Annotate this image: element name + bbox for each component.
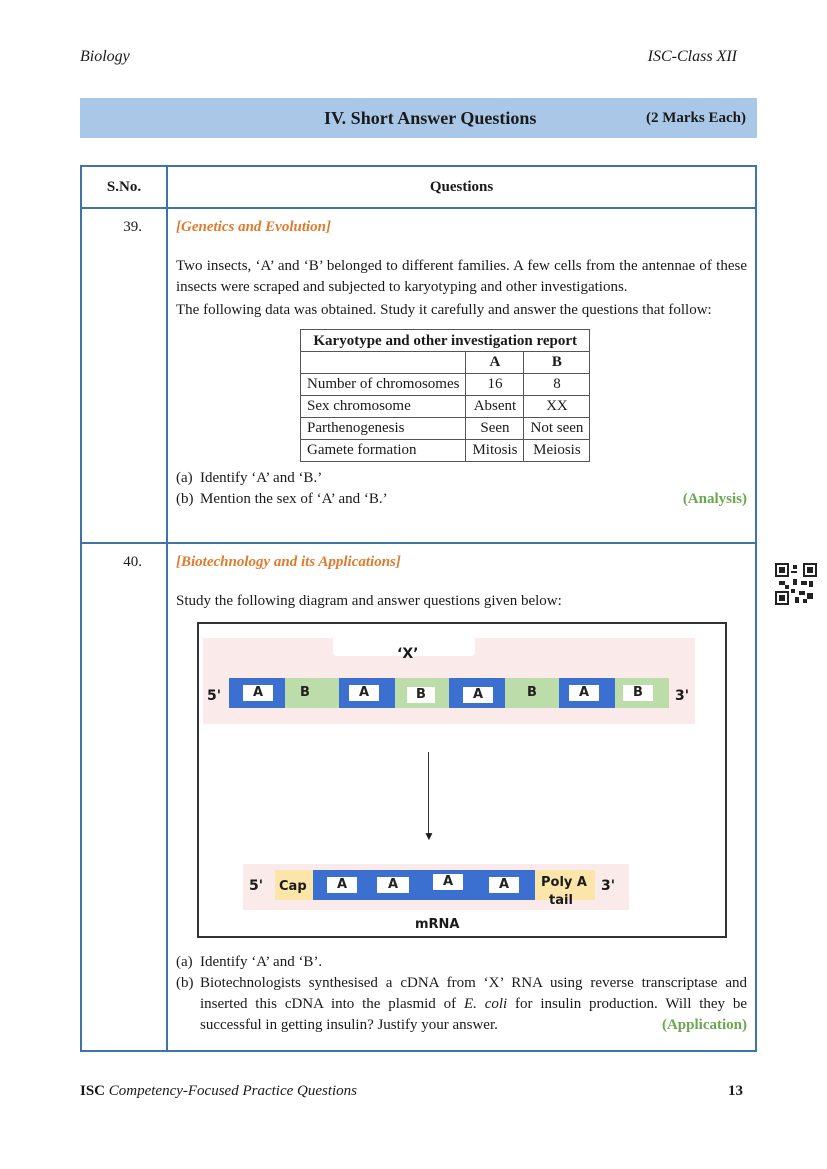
section-banner [80,98,757,138]
question-topic: [Genetics and Evolution] [176,219,332,235]
report-col-a: A [466,352,524,374]
sub-question-b [176,973,747,1036]
question-paragraph: Study the following diagram and answer questions given below: [176,593,562,609]
dna-segment-label: B [623,685,653,701]
question-number: 40. [81,543,167,1051]
sub-question-b [176,489,747,510]
karyotype-report-table [300,329,590,462]
running-header-subject: Biology [80,48,130,65]
organism-name: E. coli [463,996,508,1012]
footer-series-title: Competency-Focused Practice Questions [108,1083,358,1099]
footer-series [80,1083,357,1100]
column-header-questions: Questions [167,166,756,208]
report-row-label: Parthenogenesis [301,418,466,440]
report-row-label: Gamete formation [301,440,466,462]
mrna-segment-label: A [489,877,519,893]
sub-question-label: (b) [176,491,194,507]
report-value-a: Mitosis [466,440,524,462]
question-body [167,543,756,1051]
arrow-head-icon: ▼ [423,829,435,843]
report-row [301,440,590,462]
question-row-40 [81,543,756,1051]
down-arrow [428,752,429,834]
dna-segment-label: A [569,685,599,701]
running-header-class: ISC-Class XII [647,48,737,65]
dna-segment-label: A [463,687,493,703]
question-topic: [Biotechnology and its Applications] [176,554,401,570]
competency-level: (Analysis) [682,491,747,507]
question-paragraph: Two insects, ‘A’ and ‘B’ belonged to different families. A few cells from the antennae of these insects were scraped and subjected to karyotyping and other investigations. [176,258,747,295]
question-paragraph: The following data was obtained. Study it carefully and answer the questions that follow: [176,302,712,318]
column-header-sno: S.No. [81,166,167,208]
dna-segment-label: B [300,685,310,700]
question-number: 39. [81,208,167,543]
qr-code-icon[interactable] [775,563,817,605]
report-value-a: Seen [466,418,524,440]
table-header-row [81,166,756,208]
page-number: 13 [728,1083,743,1099]
questions-table [80,165,757,1052]
dna-three-prime-label: 3' [675,688,690,704]
report-row-label: Sex chromosome [301,396,466,418]
dna-segment-label: A [349,685,379,701]
sub-question-a [176,468,747,489]
sub-question-text: Identify ‘A’ and ‘B’. [200,954,323,970]
dna-segment-label: A [243,685,273,701]
report-value-b: Meiosis [524,440,590,462]
sub-question-text: Identify ‘A’ and ‘B.’ [200,470,323,486]
report-row-label: Number of chromosomes [301,374,466,396]
poly-a-label: Poly A [541,875,587,890]
report-value-b: Not seen [524,418,590,440]
dna-segment-label: B [527,685,537,700]
mrna-label: mRNA [415,917,460,932]
mrna-segment-label: A [327,877,357,893]
report-row [301,396,590,418]
sub-question-text: for insulin production. Will they be successful in getting insulin? Justify your answer. [200,996,748,1033]
question-body [167,208,756,543]
sub-question-text: Biotechnologists synthesised a cDNA from ‘X’ RNA using reverse transcriptase and inserted this cDNA into the plasmid of [200,975,747,1012]
mrna-five-prime-label: 5' [249,878,264,894]
sub-question-label: (a) [176,470,193,486]
report-value-a: Absent [466,396,524,418]
mrna-cap-label: Cap [279,879,307,894]
dna-five-prime-label: 5' [207,688,222,704]
report-col-b: B [524,352,590,374]
sub-question-label: (a) [176,954,193,970]
section-title: IV. Short Answer Questions [324,108,537,128]
report-title: Karyotype and other investigation report [301,330,590,352]
report-value-a: 16 [466,374,524,396]
question-row-39 [81,208,756,543]
mrna-three-prime-label: 3' [601,878,616,894]
report-value-b: 8 [524,374,590,396]
report-row [301,374,590,396]
dna-segment-label: B [407,687,435,703]
tail-label: tail [549,893,573,908]
report-value-b: XX [524,396,590,418]
sub-question-label: (b) [176,975,194,991]
mrna-segment-label: A [433,874,463,890]
report-corner-cell [301,352,466,374]
section-marks: (2 Marks Each) [646,110,746,126]
x-label: ‘X’ [397,646,419,662]
competency-level: (Application) [661,1017,747,1033]
footer-brand: ISC [80,1083,106,1099]
gene-expression-diagram [197,622,727,938]
sub-question-a [176,952,747,973]
report-row [301,418,590,440]
sub-question-text: Mention the sex of ‘A’ and ‘B.’ [200,491,388,507]
mrna-segment-label: A [377,877,409,893]
